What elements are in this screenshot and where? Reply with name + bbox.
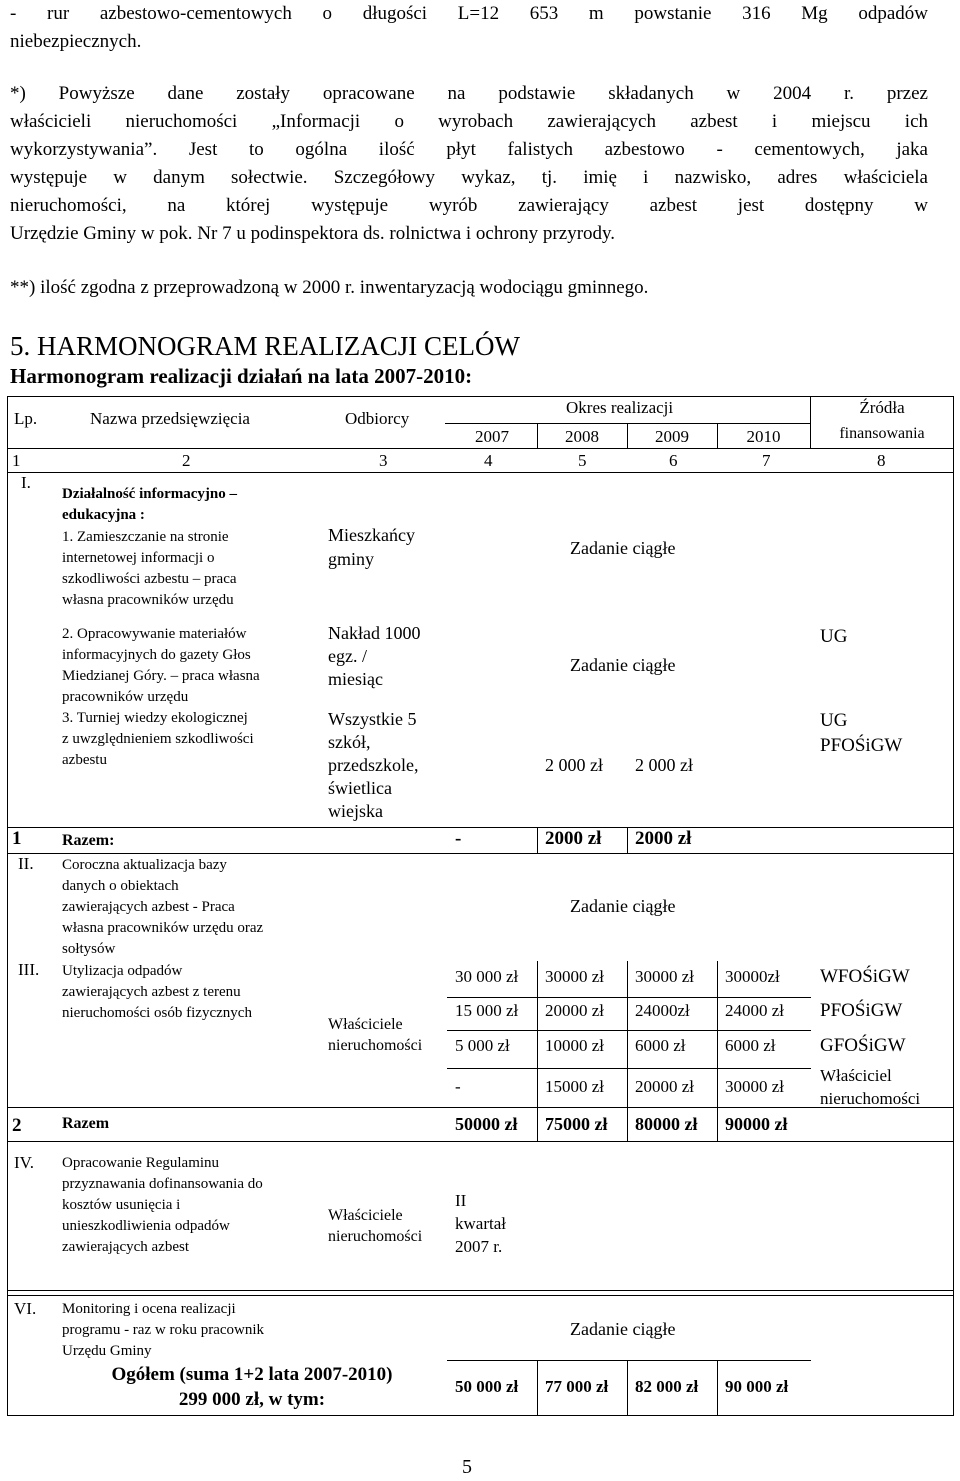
recipients: Nakład 1000 [328,623,421,643]
note-line: Urzędzie Gminy w pok. Nr 7 u podinspektora ds. rolnictwa i ochrony przyrody. [10,223,616,244]
task-line: nieruchomości osób fizycznych [62,1005,252,1021]
recipients: gminy [328,549,375,569]
col-number: 5 [578,451,587,470]
sum-2009: 2000 zł [635,828,692,849]
task-line: Opracowanie Regulaminu [62,1155,220,1171]
col-recipients-header: Odbiorcy [345,409,410,428]
note-line: występuje w danym sołectwie. Szczegółowy wykaz, tj. imię i nazwisko, adres właściciela [10,167,928,188]
intro-line: niebezpiecznych. [10,31,142,52]
col-number: 8 [877,451,886,470]
recipients: Wszystkie 5 [328,709,417,729]
table-row-lp: I. [21,473,31,492]
sum-2009: 80000 zł [635,1114,698,1134]
recipients: Właściciele [328,1016,403,1033]
cost-2010: 30000zł [725,967,780,986]
recipients: miesiąc [328,669,383,689]
funding-source: PFOŚiGW [820,735,903,756]
sum-number: 1 [12,828,22,849]
task-line: Utylizacja odpadów [62,963,183,979]
note-line: *) Powyższe dane zostały opracowane na podstawie składanych w 2004 r. przez [10,83,928,104]
cost-2009: 2 000 zł [635,755,693,775]
page-number: 5 [462,1456,472,1478]
col-sources-header: finansowania [839,425,925,442]
task-line: informacyjnych do gazety Głos [62,647,251,663]
recipients: nieruchomości [328,1037,423,1054]
task-line: 2. Opracowywanie materiałów [62,626,247,642]
cost-2010: 24000 zł [725,1001,785,1020]
continuous-task: Zadanie ciągłe [570,896,676,916]
task-line: Coroczna aktualizacja bazy [62,857,227,873]
year-2008-header: 2008 [565,427,599,446]
col-number: 7 [762,451,771,470]
funding-source: UG [820,626,848,647]
note-line: nieruchomości, na której występuje wyrób zawierający azbest jest dostępny w [10,195,928,216]
intro-paragraph [10,0,928,56]
task-line: 3. Turniej wiedzy ekologicznej [62,710,248,726]
cost-2010: 30000 zł [725,1077,785,1096]
col-lp-header: Lp. [14,409,38,428]
task-line: własna pracowników urzędu oraz [62,920,264,936]
task-line: z uwzględnieniem szkodliwości [62,731,254,747]
sum-label: Razem [62,1115,110,1132]
recipients: szkół, [328,732,371,752]
task-line: danych o obiektach [62,878,179,894]
table-row-lp: VI. [14,1299,37,1318]
cost-2007: 30 000 zł [455,967,519,986]
col-sources-header: Źródła [859,398,905,417]
period: kwartał [455,1214,506,1233]
sum-2010: 90000 zł [725,1114,788,1134]
col-number: 1 [12,451,21,470]
cost-2008: 2 000 zł [545,755,603,775]
table-row-lp: II. [18,854,34,873]
continuous-task: Zadanie ciągłe [570,538,676,558]
task-line: własna pracowników urzędu [62,592,234,608]
recipients: egz. / [328,646,367,666]
funding-source: Właściciel [820,1066,892,1085]
sum-2008: 2000 zł [545,828,602,849]
task-line: zawierających azbest [62,1239,189,1255]
total-2007: 50 000 zł [455,1377,519,1396]
note-line: wykorzystywania”. Jest to ogólna ilość płyt falistych azbestowo - cementowych, jaka [10,139,928,160]
note-line: właścicieli nieruchomości „Informacji o wyrobach zawierających azbest i miejscu ich [10,111,928,132]
funding-source: PFOŚiGW [820,1000,903,1021]
sum-label: Razem: [62,832,115,849]
cost-2008: 10000 zł [545,1036,605,1055]
year-2007-header: 2007 [475,427,509,446]
col-number: 6 [669,451,678,470]
recipients: Mieszkańcy [328,525,415,545]
task-line: przyznawania dofinansowania do [62,1176,263,1192]
section-title: edukacyjna : [62,507,145,523]
funding-source: UG [820,710,848,731]
sum-2008: 75000 zł [545,1114,608,1134]
intro-line: - rur azbestowo-cementowych o długości L=12 653 m powstanie 316 Mg odpadów [10,3,928,24]
cost-2008: 20000 zł [545,1001,605,1020]
cost-2007: - [455,1077,461,1096]
recipients: przedszkole, [328,755,419,775]
cost-2009: 6000 zł [635,1036,686,1055]
col-number: 3 [379,451,388,470]
table-row-lp: III. [18,960,40,979]
funding-source: nieruchomości [820,1089,921,1108]
sum-number: 2 [12,1115,22,1136]
task-line: azbestu [62,752,107,768]
note-water: **) ilość zgodna z przeprowadzoną w 2000 r. inwentaryzacją wodociągu gminnego. [10,277,649,298]
continuous-task: Zadanie ciągłe [570,655,676,675]
recipients: świetlica [328,778,392,798]
col-period-header: Okres realizacji [566,398,674,417]
cost-2007: 5 000 zł [455,1036,510,1055]
task-line: 1. Zamieszczanie na stronie [62,529,229,545]
task-line: programu - raz w roku pracownik [62,1322,265,1338]
section-subtitle: Harmonogram realizacji działań na lata 2007-2010: [10,364,473,388]
year-2009-header: 2009 [655,427,689,446]
task-line: sołtysów [62,941,116,957]
task-line: internetowej informacji o [62,550,215,566]
task-line: unieszkodliwienia odpadów [62,1218,230,1234]
funding-source: WFOŚiGW [820,966,910,987]
year-2010-header: 2010 [746,427,781,446]
task-line: kosztów usunięcia i [62,1197,181,1213]
sum-2007: - [455,828,462,849]
cost-2008: 15000 zł [545,1077,605,1096]
col-name-header: Nazwa przedsięwzięcia [90,409,250,428]
col-number: 2 [182,451,191,470]
task-line: Monitoring i ocena realizacji [62,1301,236,1317]
total-2009: 82 000 zł [635,1377,699,1396]
cost-2009: 30000 zł [635,967,695,986]
period: 2007 r. [455,1237,503,1256]
total-2008: 77 000 zł [545,1377,609,1396]
task-line: szkodliwości azbestu – praca [62,571,237,587]
task-line: pracowników urzędu [62,689,189,705]
recipients: wiejska [328,801,383,821]
sum-2007: 50000 zł [455,1114,518,1134]
recipients: Właściciele [328,1207,403,1224]
continuous-task: Zadanie ciągłe [570,1319,676,1339]
funding-source: GFOŚiGW [820,1035,906,1056]
task-line: zawierających azbest - Praca [62,899,235,915]
cost-2007: 15 000 zł [455,1001,519,1020]
task-line: Miedzianej Góry. – praca własna [62,668,260,684]
grand-total-amount: 299 000 zł, w tym: [178,1389,326,1410]
note-paragraph [10,80,928,248]
period: II [455,1191,467,1210]
table-row-lp: IV. [14,1153,34,1172]
section-title: 5. HARMONOGRAM REALIZACJI CELÓW [10,331,520,361]
cost-2009: 24000zł [635,1001,690,1020]
grand-total-label: Ogółem (suma 1+2 lata 2007-2010) [111,1364,393,1385]
cost-2008: 30000 zł [545,967,605,986]
task-line: Urzędu Gminy [62,1343,152,1359]
recipients: nieruchomości [328,1228,423,1245]
cost-2010: 6000 zł [725,1036,776,1055]
total-2010: 90 000 zł [725,1377,789,1396]
task-line: zawierających azbest z terenu [62,984,241,1000]
section-title: Działalność informacyjno – [62,486,237,502]
cost-2009: 20000 zł [635,1077,695,1096]
col-number: 4 [484,451,493,470]
